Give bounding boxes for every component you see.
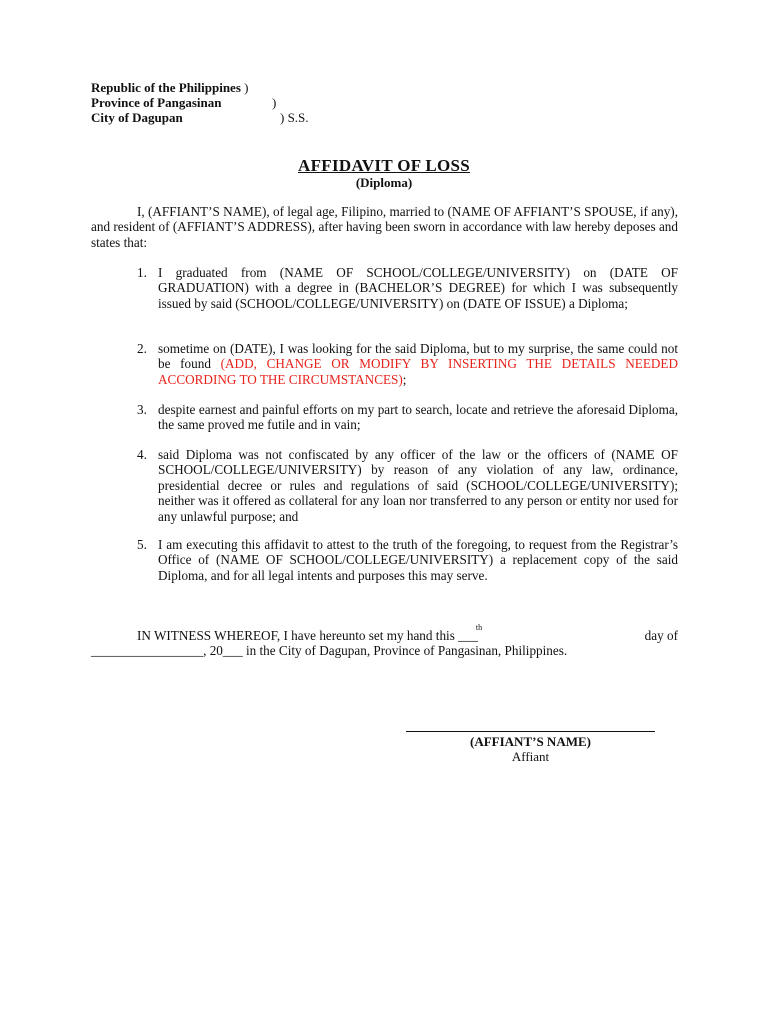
item-number: 1. — [137, 265, 147, 280]
witness-line-1: IN WITNESS WHEREOF, I have hereunto set my hand this ___ th day of — [137, 623, 678, 643]
item-2-red-instruction: (ADD, CHANGE OR MODIFY BY INSERTING THE DETAILS NEEDED ACCORDING TO THE CIRCUMSTANCES) — [158, 356, 678, 387]
item-2-text: sometime on (DATE), I was looking for the said Diploma, but to my surprise, the same could not be found (ADD, CHANGE OR MODIFY BY INSERTING THE DETAILS NEEDED ACCORDING TO THE CIRCUMSTANCES); — [158, 341, 678, 387]
item-number: 4. — [137, 447, 147, 462]
header-province-paren: ) — [272, 95, 277, 110]
item-number: 3. — [137, 402, 147, 417]
intro-paragraph: I, (AFFIANT’S NAME), of legal age, Filipino, married to (NAME OF AFFIANT’S SPOUSE, if any), and resident of (AFFIANT’S ADDRESS), after having been sworn in accordance with law hereby deposes and states that: — [91, 204, 678, 250]
signature-line — [406, 731, 655, 732]
item-5-text: I am executing this affidavit to attest to the truth of the foregoing, to request from the Registrar’s Office of (NAME OF SCHOOL/COLLEGE/UNIVERSITY) a replacement copy of the said Diploma, and for all legal intents and purposes this may serve. — [158, 537, 678, 583]
header-province: Province of Pangasinan — [91, 95, 222, 110]
header-republic: Republic of the Philippines ) — [91, 80, 249, 95]
witness-line-2: _________________, 20___ in the City of Dagupan, Province of Pangasinan, Philippines. — [91, 643, 568, 658]
document-title: AFFIDAVIT OF LOSS — [298, 156, 470, 175]
item-3-text: despite earnest and painful efforts on my part to search, locate and retrieve the aforesaid Diploma, the same proved me futile and in vain; — [158, 402, 678, 433]
item-number: 5. — [137, 537, 147, 552]
header-city-ss: ) S.S. — [280, 110, 309, 125]
item-1-text: I graduated from (NAME OF SCHOOL/COLLEGE/UNIVERSITY) on (DATE OF GRADUATION) with a degree in (BACHELOR’S DEGREE) for which I was subsequently issued by said (SCHOOL/COLLEGE/UNIVERSITY) on (DATE OF ISSUE) a Diploma; — [158, 265, 678, 311]
item-number: 2. — [137, 341, 147, 356]
affiant-role: Affiant — [511, 749, 550, 764]
affiant-name: (AFFIANT’S NAME) — [470, 734, 591, 749]
item-4-text: said Diploma was not confiscated by any officer of the law or the officers of (NAME OF SCHOOL/COLLEGE/UNIVERSITY) by reason of any violation of any law, ordinance, presidential decree or rules and regulations of said (SCHOOL/COLLEGE/UNIVERSITY); neither was it offered as collateral for any loan nor transferred to any person or entity nor used for any unlawful purpose; and — [158, 447, 678, 524]
header-city: City of Dagupan — [91, 110, 183, 125]
document-subtitle: (Diploma) — [355, 175, 413, 190]
